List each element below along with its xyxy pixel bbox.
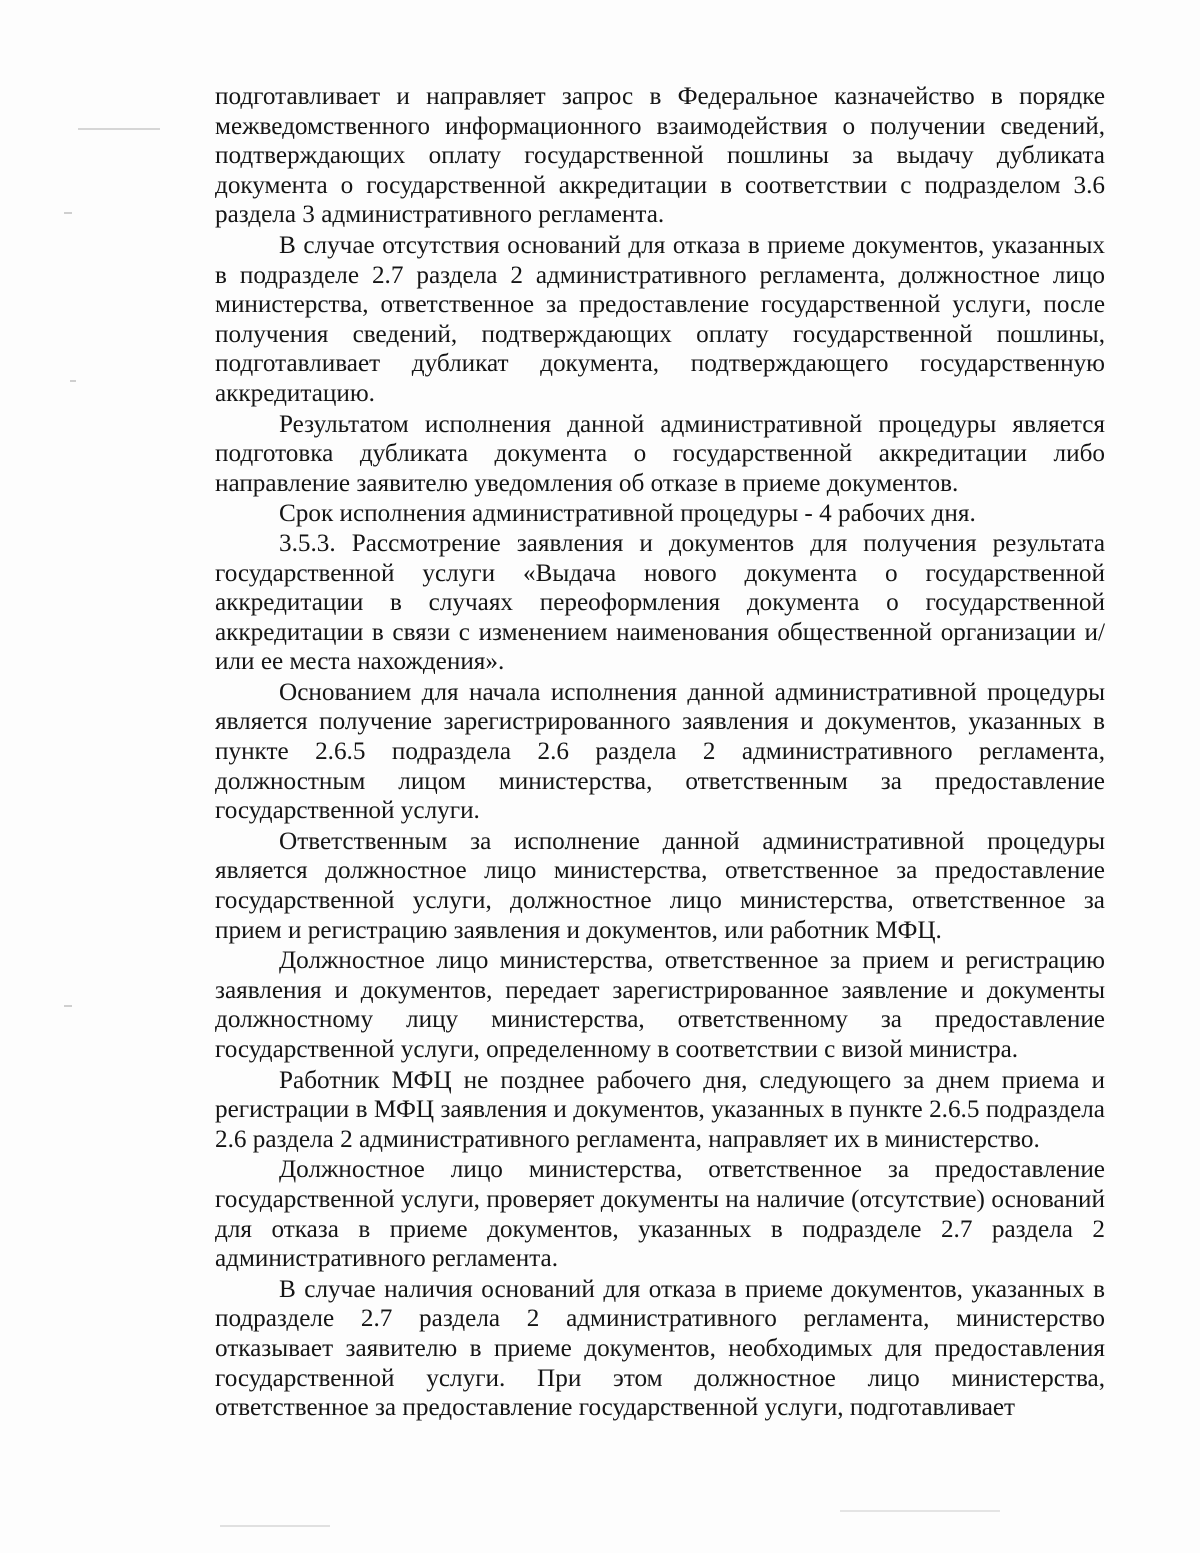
scan-artifact <box>70 380 76 382</box>
scan-artifact <box>64 1005 72 1007</box>
paragraph: Срок исполнения административной процедуры - 4 рабочих дня. <box>279 500 976 528</box>
paragraph: Должностное лицо министерства, ответственное за предоставление государственной услуги, проверяет документы на наличие (отсутствие) оснований для отказа в приеме документов, указанных в подразделе 2.7 раздела 2 административного регламента. <box>215 1156 1105 1273</box>
document-body <box>215 82 1105 1423</box>
scan-artifact <box>64 212 72 214</box>
scan-artifact <box>78 128 160 130</box>
paragraph: В случае наличия оснований для отказа в приеме документов, указанных в подразделе 2.7 раздела 2 административного регламента, министерство отказывает заявителю в приеме документов, необходимых для предоставления государственной услуги. При этом должностное лицо министерства, ответственное за предоставление государственной услуги, подготавливает <box>215 1275 1105 1422</box>
paragraph: В случае отсутствия оснований для отказа в приеме документов, указанных в подразделе 2.7 раздела 2 административного регламента, должностное лицо министерства, ответственное за предоставление государственной услуги, после получения сведений, подтверждающих оплату государственной пошлины, подготавливает дубликат документа, подтверждающего государственную аккредитацию. <box>215 231 1105 407</box>
scan-artifact <box>220 1525 330 1527</box>
paragraph: Должностное лицо министерства, ответственное за прием и регистрацию заявления и документов, передает зарегистрированное заявление и документы должностному лицу министерства, ответственному за предоставление государственной услуги, определенному в соответствии с визой министра. <box>215 947 1105 1063</box>
paragraph: Результатом исполнения данной административной процедуры является подготовка дубликата документа о государственной аккредитации либо направление заявителю уведомления об отказе в приеме документов. <box>215 410 1105 497</box>
paragraph: Основанием для начала исполнения данной административной процедуры является получение зарегистрированного заявления и документов, указанных в пункте 2.6.5 подраздела 2.6 раздела 2 административного регламента, должностным лицом министерства, ответственным за предоставление государственной услуги. <box>215 678 1105 825</box>
paragraph: подготавливает и направляет запрос в Федеральное казначейство в порядке межведомственного информационного взаимодействия о получении сведений, подтверждающих оплату государственной пошлины за выдачу дубликата документа о государственной аккредитации в соответствии с подразделом 3.6 раздела 3 административного регламента. <box>215 83 1105 229</box>
scan-artifact <box>840 1510 1000 1512</box>
paragraph: Работник МФЦ не позднее рабочего дня, следующего за днем приема и регистрации в МФЦ заявления и документов, указанных в пункте 2.6.5 подраздела 2.6 раздела 2 административного регламента, направляет их в министерство. <box>215 1066 1105 1153</box>
paragraph: Ответственным за исполнение данной административной процедуры является должностное лицо министерства, ответственное за предоставление государственной услуги, должностное лицо министерства, ответственное за прием и регистрацию заявления и документов, или работник МФЦ. <box>215 827 1105 944</box>
section-heading-paragraph: 3.5.3. Рассмотрение заявления и документов для получения результата государственной услуги «Выдача нового документа о государственной аккредитации в случаях переоформления документа о государственной аккредитации в связи с изменением наименования общественной организации и/или ее места нахождения». <box>215 529 1105 676</box>
